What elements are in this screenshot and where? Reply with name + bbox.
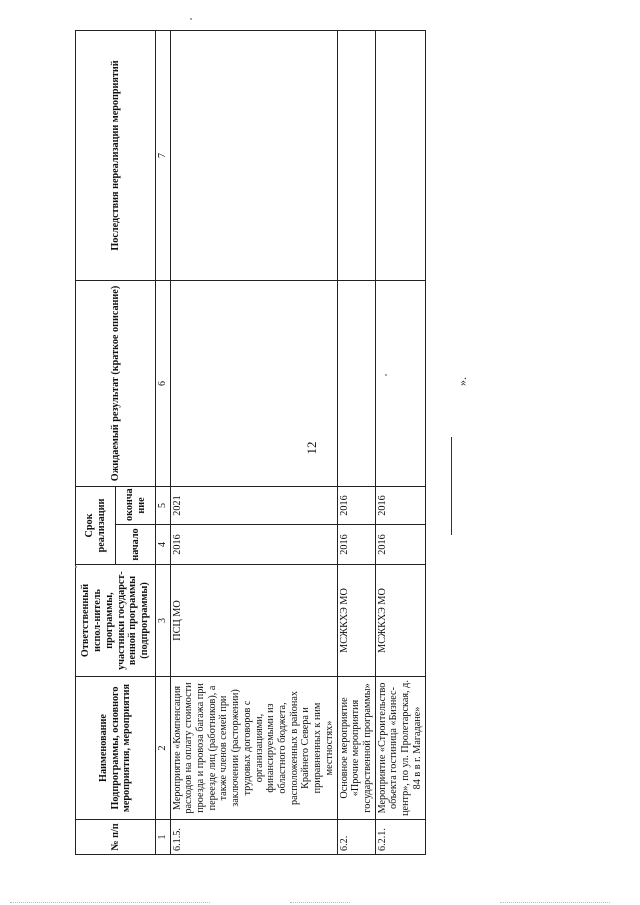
- row-executor: ПСЦ МО: [170, 565, 337, 677]
- col-number: 3: [156, 565, 171, 677]
- row-end: 2016: [337, 486, 375, 524]
- row-executor: МСЖКХЭ МО: [337, 565, 375, 677]
- header-name: Наименование Подпрограммы, основного мероприятия, мероприятия: [76, 677, 156, 820]
- row-name: Основное мероприятие «Прочие мероприятия государственной программы»: [337, 677, 375, 820]
- scan-speck: [385, 374, 387, 376]
- col-number: 7: [156, 30, 171, 280]
- header-num: № п/п: [76, 820, 156, 855]
- scan-speck: [190, 18, 192, 20]
- row-start: 2016: [375, 525, 425, 565]
- row-end: 2021: [170, 486, 337, 524]
- page-number: 12: [304, 441, 319, 455]
- col-number: 6: [156, 280, 171, 486]
- row-num: 6.2.1.: [375, 820, 425, 855]
- scan-edge: [10, 902, 210, 904]
- row-consequences: [375, 30, 425, 280]
- row-num: 6.2.: [337, 820, 375, 855]
- row-num: 6.1.5.: [170, 820, 337, 855]
- row-result: [375, 280, 425, 486]
- header-consequences: Последствия нереализации мероприятий: [76, 30, 156, 280]
- table-row: [170, 30, 337, 854]
- row-name: Мероприятие «Компенсация расходов на оплату стоимости проезда и провоза багажа при переезде лиц (работников), а также членов семей при заключении (расторжении) трудовых договоров с организациями, финансируемыми из областного бюджета, расположенных в районах Крайнего Севера и приравненных к ним местностях»: [170, 677, 337, 820]
- table-row: [375, 30, 425, 854]
- header-executor: Ответственный испол-нитель программы, участники государст-венной программы (подпрограммы): [76, 565, 156, 677]
- scan-edge: [290, 902, 350, 904]
- row-result: [170, 280, 337, 486]
- row-start: 2016: [170, 525, 337, 565]
- header-result: Ожидаемый результат (краткое описание): [76, 280, 156, 486]
- measures-table: [75, 30, 426, 855]
- col-number: 4: [156, 525, 171, 565]
- row-result: [337, 280, 375, 486]
- col-number: 1: [156, 820, 171, 855]
- row-start: 2016: [337, 525, 375, 565]
- scan-speck: [75, 566, 77, 568]
- col-number: 5: [156, 486, 171, 524]
- header-end: оконча ние: [116, 486, 156, 524]
- header-period: Срок реализации: [76, 486, 116, 564]
- scan-edge: [500, 902, 610, 904]
- row-executor: МСЖКХЭ МО: [375, 565, 425, 677]
- row-end: 2016: [375, 486, 425, 524]
- row-consequences: [170, 30, 337, 280]
- closing-quote: ».: [455, 377, 469, 386]
- table-container: [75, 31, 423, 855]
- row-name: Мероприятие «Строительство объекта гостиница «Бизнес-центр», по ул. Пролетарская, д. 84 в в г. Магадане»: [375, 677, 425, 820]
- row-consequences: [337, 30, 375, 280]
- table-row: [337, 30, 375, 854]
- col-number: 2: [156, 677, 171, 820]
- closing-line: [451, 437, 452, 535]
- header-start: начало: [116, 525, 156, 565]
